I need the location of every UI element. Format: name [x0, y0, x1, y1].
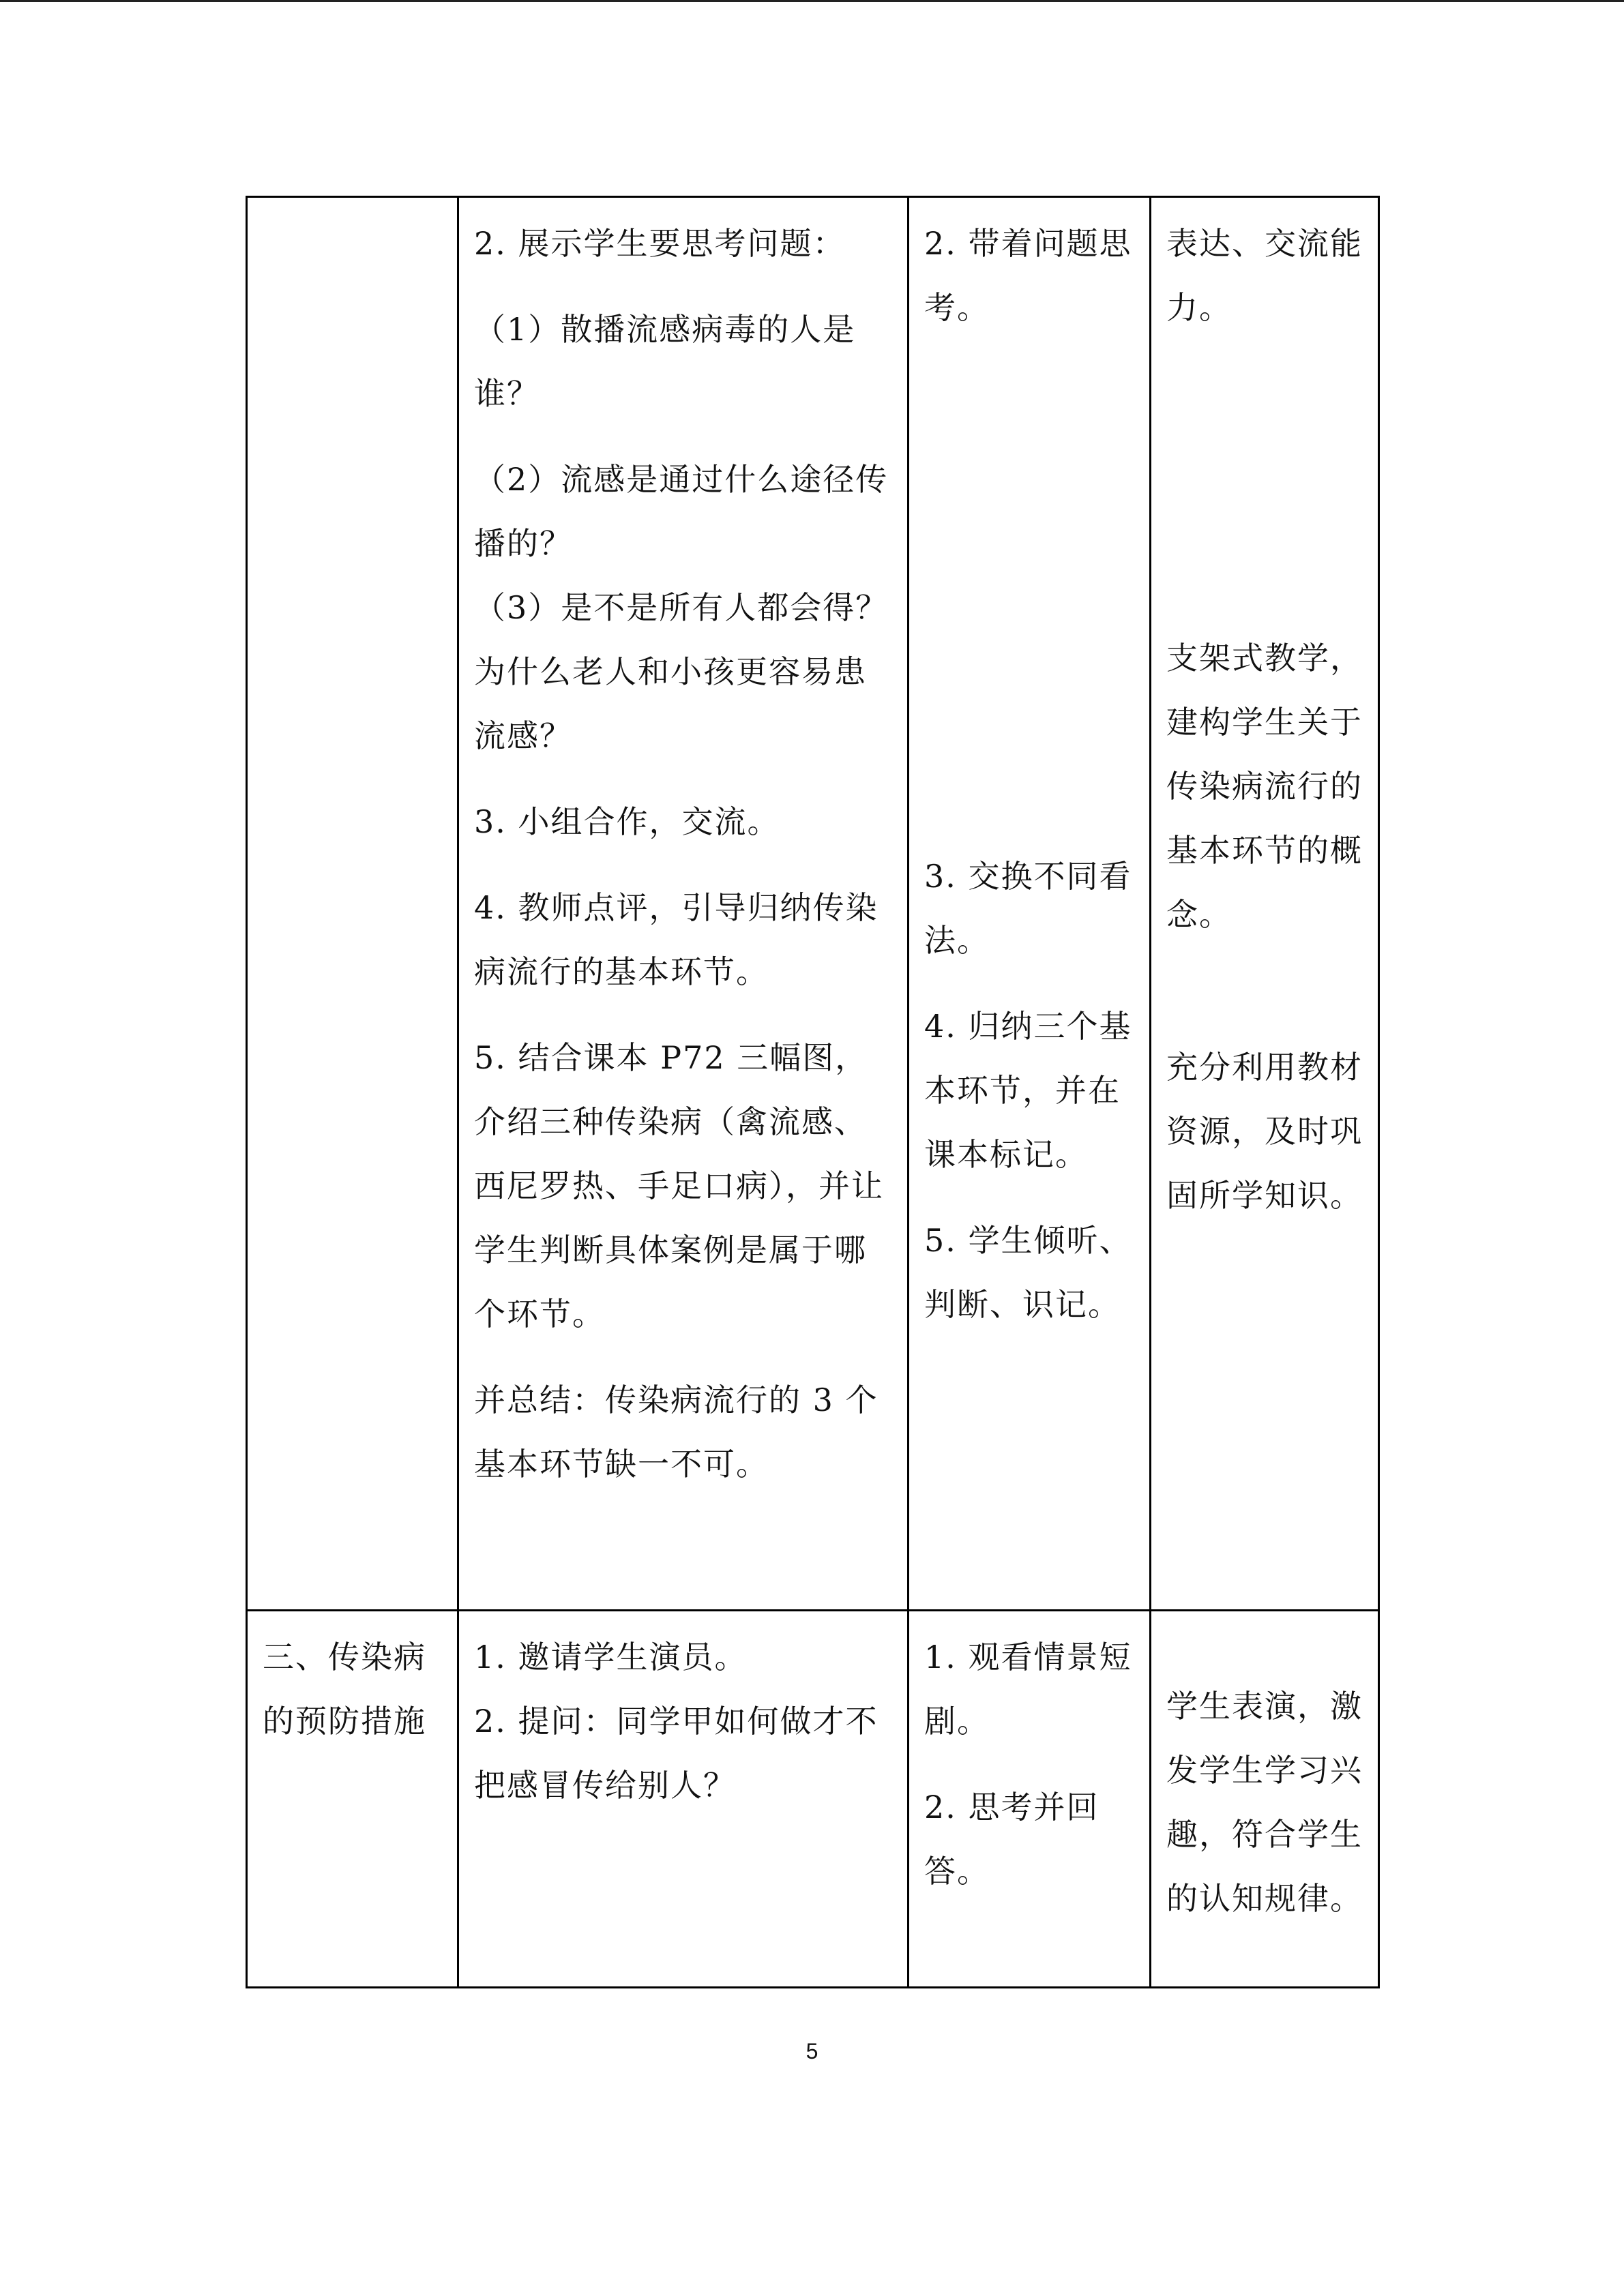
student-step: 1. 观看情景短剧。 [924, 1639, 1132, 1740]
teacher-step: 4. 教师点评，引导归纳传染病流行的基本环节。 [474, 889, 879, 990]
teacher-step: 3. 小组合作，交流。 [474, 803, 780, 840]
stage-title: 三、传染病的预防措施 [263, 1639, 426, 1740]
table-row [247, 197, 1379, 1611]
student-step: 5. 学生倾听、判断、识记。 [924, 1222, 1132, 1323]
student-activity-cell [909, 1611, 1151, 1988]
page-top-border [0, 0, 1624, 2]
design-intent: 充分利用教材资源，及时巩固所学知识。 [1166, 1049, 1363, 1214]
student-step: 4. 归纳三个基本环节，并在课本标记。 [924, 1008, 1132, 1173]
page-number: 5 [806, 2039, 818, 2063]
student-step: 3. 交换不同看法。 [924, 858, 1132, 959]
teacher-summary: 并总结：传染病流行的 3 个基本环节缺一不可。 [474, 1382, 879, 1482]
lesson-plan-table [246, 196, 1380, 1988]
teacher-step: 1. 邀请学生演员。 [474, 1639, 748, 1675]
design-intent: 学生表演，激发学生学习兴趣，符合学生的认知规律。 [1166, 1688, 1363, 1917]
teacher-step: 2. 提问：同学甲如何做才不把感冒传给别人？ [474, 1703, 879, 1804]
teacher-question: （1）散播流感病毒的人是谁？ [474, 311, 856, 412]
student-step: 2. 带着问题思考。 [924, 225, 1132, 326]
student-step: 2. 思考并回答。 [924, 1789, 1099, 1890]
design-intent-cell [1151, 197, 1379, 1611]
stage-cell [247, 197, 458, 1611]
teacher-question: （3）是不是所有人都会得？为什么老人和小孩更容易患流感？ [474, 589, 889, 754]
stage-cell [247, 1611, 458, 1988]
teacher-step: 2. 展示学生要思考问题： [474, 225, 846, 262]
teacher-question: （2）流感是通过什么途径传播的？ [474, 461, 889, 562]
table-row [247, 1611, 1379, 1988]
student-activity-cell [909, 197, 1151, 1611]
design-intent: 支架式教学，建构学生关于传染病流行的基本环节的概念。 [1166, 640, 1363, 933]
teacher-step: 5. 结合课本 P72 三幅图，介绍三种传染病（禽流感、西尼罗热、手足口病），并让学生判断具体案例是属于哪个环节。 [474, 1039, 884, 1332]
teacher-activity-cell [458, 197, 909, 1611]
design-intent-cell [1151, 1611, 1379, 1988]
design-intent: 表达、交流能力。 [1166, 225, 1363, 326]
teacher-activity-cell [458, 1611, 909, 1988]
